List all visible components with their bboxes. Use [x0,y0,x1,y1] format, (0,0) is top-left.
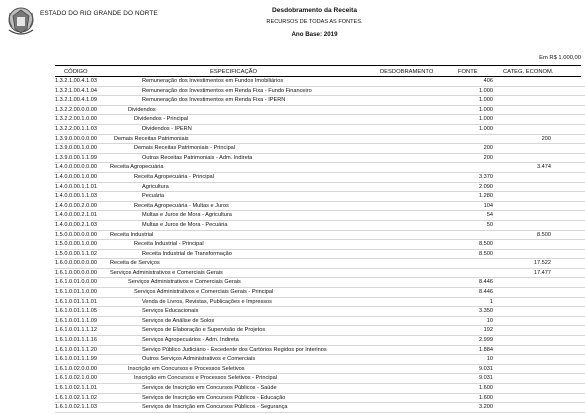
row-spec: Receita Agropecuária - Multas e Juros [110,201,449,211]
row-spec: Remuneração dos Investimentos em Renda Fixa - IPERN [110,96,449,106]
state-name: ESTADO DO RIO GRANDE DO NORTE [40,10,158,17]
row-code: 1.4.0.0.00.2.1.03 [55,220,110,230]
row-fonte: 3.474 [521,163,585,173]
row-desdobramento [449,134,521,144]
row-code: 1.6.1.0.01.1.1.09 [55,316,110,326]
row-fonte [521,182,585,192]
row-code: 1.5.0.0.00.0.0.00 [55,230,110,240]
table-row [55,230,585,240]
table-row [55,220,585,230]
row-code: 1.6.1.0.01.1.1.01 [55,297,110,307]
row-spec: Serviços de Inscrição em Concursos Públicos - Saúde [110,384,449,394]
row-code: 1.4.0.0.00.1.1.03 [55,192,110,202]
table-row [55,393,585,403]
row-desdobramento: 104 [449,201,521,211]
row-desdobramento: 200 [449,144,521,154]
row-desdobramento: 8.446 [449,288,521,298]
row-fonte [521,288,585,298]
row-desdobramento [449,163,521,173]
row-fonte: 17.477 [521,268,585,278]
row-fonte [521,336,585,346]
row-fonte [521,384,585,394]
row-spec: Serviços de Inscrição em Concursos Públicos - Educação [110,393,449,403]
row-fonte [521,77,585,86]
row-spec: Outras Receitas Patrimoniais - Adm. Indireta [110,153,449,163]
table-row [55,345,585,355]
row-spec: Agricultura [110,182,449,192]
row-fonte [521,105,585,115]
row-spec: Serviços Educacionais [110,307,449,317]
row-fonte [521,86,585,96]
row-fonte [521,124,585,134]
table-row [55,240,585,250]
row-code: 1.6.1.0.01.1.1.05 [55,307,110,317]
row-desdobramento: 1.000 [449,105,521,115]
row-code: 1.3.2.2.00.0.0.00 [55,105,110,115]
row-fonte [521,192,585,202]
row-code: 1.6.1.0.00.0.0.00 [55,268,110,278]
row-spec: Outros Serviços Administrativos e Comerciais [110,355,449,365]
row-fonte [521,393,585,403]
row-desdobramento: 1 [449,297,521,307]
table-row [55,163,585,173]
row-code: 1.3.2.1.00.4.1.09 [55,96,110,106]
row-desdobramento: 1.884 [449,345,521,355]
row-code: 1.6.1.0.02.1.0.00 [55,374,110,384]
row-desdobramento: 1.000 [449,96,521,106]
table-row [55,182,585,192]
row-spec: Serviço Público Judiciário - Excedente dos Cartórios Regidos por Interinos [110,345,449,355]
row-desdobramento: 1.600 [449,393,521,403]
row-desdobramento: 3.350 [449,307,521,317]
col-header-cat: CATEG. ECONOM. [503,69,554,75]
row-spec: Remuneração dos Investimentos em Renda Fixa - Fundo Financeiro [110,86,449,96]
row-spec: Receita Agropecuária - Principal [110,172,449,182]
row-desdobramento: 8.500 [449,240,521,250]
table-row [55,105,585,115]
row-desdobramento: 1.280 [449,192,521,202]
row-fonte [521,96,585,106]
units-note: Em R$ 1.000,00 [539,55,581,61]
row-code: 1.6.1.0.01.1.1.16 [55,336,110,346]
table-row [55,172,585,182]
row-fonte [521,172,585,182]
table-row [55,288,585,298]
row-spec: Pecuária [110,192,449,202]
row-fonte [521,364,585,374]
table-row [55,326,585,336]
table-row [55,297,585,307]
row-fonte [521,153,585,163]
table-row [55,134,585,144]
row-desdobramento: 3.370 [449,172,521,182]
row-fonte [521,403,585,413]
row-code: 1.4.0.0.00.1.1.01 [55,182,110,192]
table-row [55,86,585,96]
row-fonte: 200 [521,134,585,144]
row-fonte [521,355,585,365]
row-spec: Dividendos - IPERN [110,124,449,134]
row-code: 1.4.0.0.00.2.0.00 [55,201,110,211]
row-code: 1.3.2.2.00.1.1.03 [55,124,110,134]
row-fonte [521,144,585,154]
table-row [55,316,585,326]
row-desdobramento: 200 [449,153,521,163]
row-fonte [521,326,585,336]
row-code: 1.4.0.0.00.2.1.01 [55,211,110,221]
row-desdobramento: 1.000 [449,124,521,134]
row-fonte: 17.522 [521,259,585,269]
header-top-rule [55,65,581,66]
row-desdobramento: 406 [449,77,521,86]
report-subtitle: RECURSOS DE TODAS AS FONTES. [266,19,363,25]
table-row [55,201,585,211]
row-code: 1.6.0.0.00.0.0.00 [55,259,110,269]
row-code: 1.6.1.0.01.1.1.99 [55,355,110,365]
table-row [55,268,585,278]
row-spec: Inscrição em Concursos e Processos Seletivos [110,364,449,374]
row-spec: Demais Receitas Patrimoniais [110,134,449,144]
row-code: 1.5.0.0.00.1.1.02 [55,249,110,259]
row-code: 1.5.0.0.00.1.0.00 [55,240,110,250]
row-fonte [521,278,585,288]
table-row [55,211,585,221]
row-code: 1.6.1.0.02.1.1.01 [55,384,110,394]
table-row [55,364,585,374]
row-spec: Receita Industrial - Principal [110,240,449,250]
table-row [55,96,585,106]
row-desdobramento: 50 [449,220,521,230]
row-fonte [521,240,585,250]
table-row [55,77,585,86]
row-fonte [521,307,585,317]
row-desdobramento: 1.000 [449,115,521,125]
table-row [55,374,585,384]
table-row [55,384,585,394]
row-fonte [521,115,585,125]
col-header-desd: DESDOBRAMENTO [380,69,434,75]
row-desdobramento: 2.090 [449,182,521,192]
row-spec: Receita Industrial [110,230,449,240]
row-fonte [521,374,585,384]
row-code: 1.6.1.0.01.1.0.00 [55,288,110,298]
row-code: 1.6.1.0.01.0.0.00 [55,278,110,288]
row-code: 1.4.0.0.00.1.0.00 [55,172,110,182]
row-spec: Serviços Administrativos e Comerciais Gerais [110,268,449,278]
row-desdobramento: 10 [449,316,521,326]
row-spec: Dividendos - Principal [110,115,449,125]
col-header-spec: ESPECIFICAÇÃO [210,69,258,75]
table-row [55,192,585,202]
table-row [55,153,585,163]
row-spec: Serviços Agropecuários - Adm. Indireta [110,336,449,346]
row-desdobramento: 8.446 [449,278,521,288]
row-fonte [521,220,585,230]
row-desdobramento: 1.600 [449,384,521,394]
row-spec: Receita Industrial de Transformação [110,249,449,259]
table-row [55,403,585,413]
table-row [55,249,585,259]
row-fonte: 8.500 [521,230,585,240]
row-desdobramento: 9.031 [449,364,521,374]
row-desdobramento [449,268,521,278]
row-desdobramento: 1.000 [449,86,521,96]
row-spec: Serviços de Elaboração e Supervisão de Projetos [110,326,449,336]
row-spec: Serviços de Análise de Solos [110,316,449,326]
report-year: Ano Base: 2019 [291,31,338,38]
row-code: 1.6.1.0.02.0.0.00 [55,364,110,374]
row-spec: Inscrição em Concursos e Processos Seletivos - Principal [110,374,449,384]
report-title: Desdobramento da Receita [271,7,357,14]
row-code: 1.6.1.0.02.1.1.02 [55,393,110,403]
row-desdobramento [449,230,521,240]
row-fonte [521,201,585,211]
table-row [55,144,585,154]
row-spec: Multas e Juros de Mora - Pecuária [110,220,449,230]
row-code: 1.6.1.0.01.1.1.12 [55,326,110,336]
row-code: 1.3.9.0.00.1.1.99 [55,153,110,163]
row-desdobramento: 8.500 [449,249,521,259]
row-spec: Multas e Juros de Mora - Agricultura [110,211,449,221]
table-row [55,355,585,365]
row-spec: Receita Agropecuária [110,163,449,173]
row-code: 1.3.2.1.00.4.1.04 [55,86,110,96]
row-code: 1.6.1.0.01.1.1.20 [55,345,110,355]
row-code: 1.3.2.2.00.1.0.00 [55,115,110,125]
table-row [55,115,585,125]
row-spec: Venda de Livros, Revistas, Publicações e Impressos [110,297,449,307]
row-desdobramento: 192 [449,326,521,336]
row-spec: Remuneração dos Investimentos em Fundos Imobiliários [110,77,449,86]
col-header-code: CÓDIGO [64,69,88,75]
row-desdobramento [449,259,521,269]
row-code: 1.3.9.0.00.0.0.00 [55,134,110,144]
row-desdobramento: 2.999 [449,336,521,346]
row-desdobramento: 3.200 [449,403,521,413]
row-spec: Serviços de Inscrição em Concursos Públicos - Segurança [110,403,449,413]
row-spec: Receita de Serviços [110,259,449,269]
row-spec: Dividendos [110,105,449,115]
row-desdobramento: 9.031 [449,374,521,384]
row-code: 1.3.9.0.00.1.0.00 [55,144,110,154]
revenue-table [55,77,585,413]
row-desdobramento: 54 [449,211,521,221]
row-code: 1.3.2.1.00.4.1.03 [55,77,110,86]
row-spec: Demais Receitas Patrimoniais - Principal [110,144,449,154]
row-fonte [521,345,585,355]
col-header-fonte: FONTE [458,69,478,75]
table-row [55,307,585,317]
row-code: 1.6.1.0.02.1.1.03 [55,403,110,413]
row-fonte [521,297,585,307]
table-row [55,336,585,346]
table-row [55,278,585,288]
table-row [55,124,585,134]
row-spec: Serviços Administrativos e Comerciais Gerais - Principal [110,288,449,298]
row-fonte [521,316,585,326]
row-spec: Serviços Administrativos e Comerciais Gerais [110,278,449,288]
row-code: 1.4.0.0.00.0.0.00 [55,163,110,173]
row-desdobramento: 10 [449,355,521,365]
row-fonte [521,249,585,259]
row-fonte [521,211,585,221]
table-row [55,259,585,269]
